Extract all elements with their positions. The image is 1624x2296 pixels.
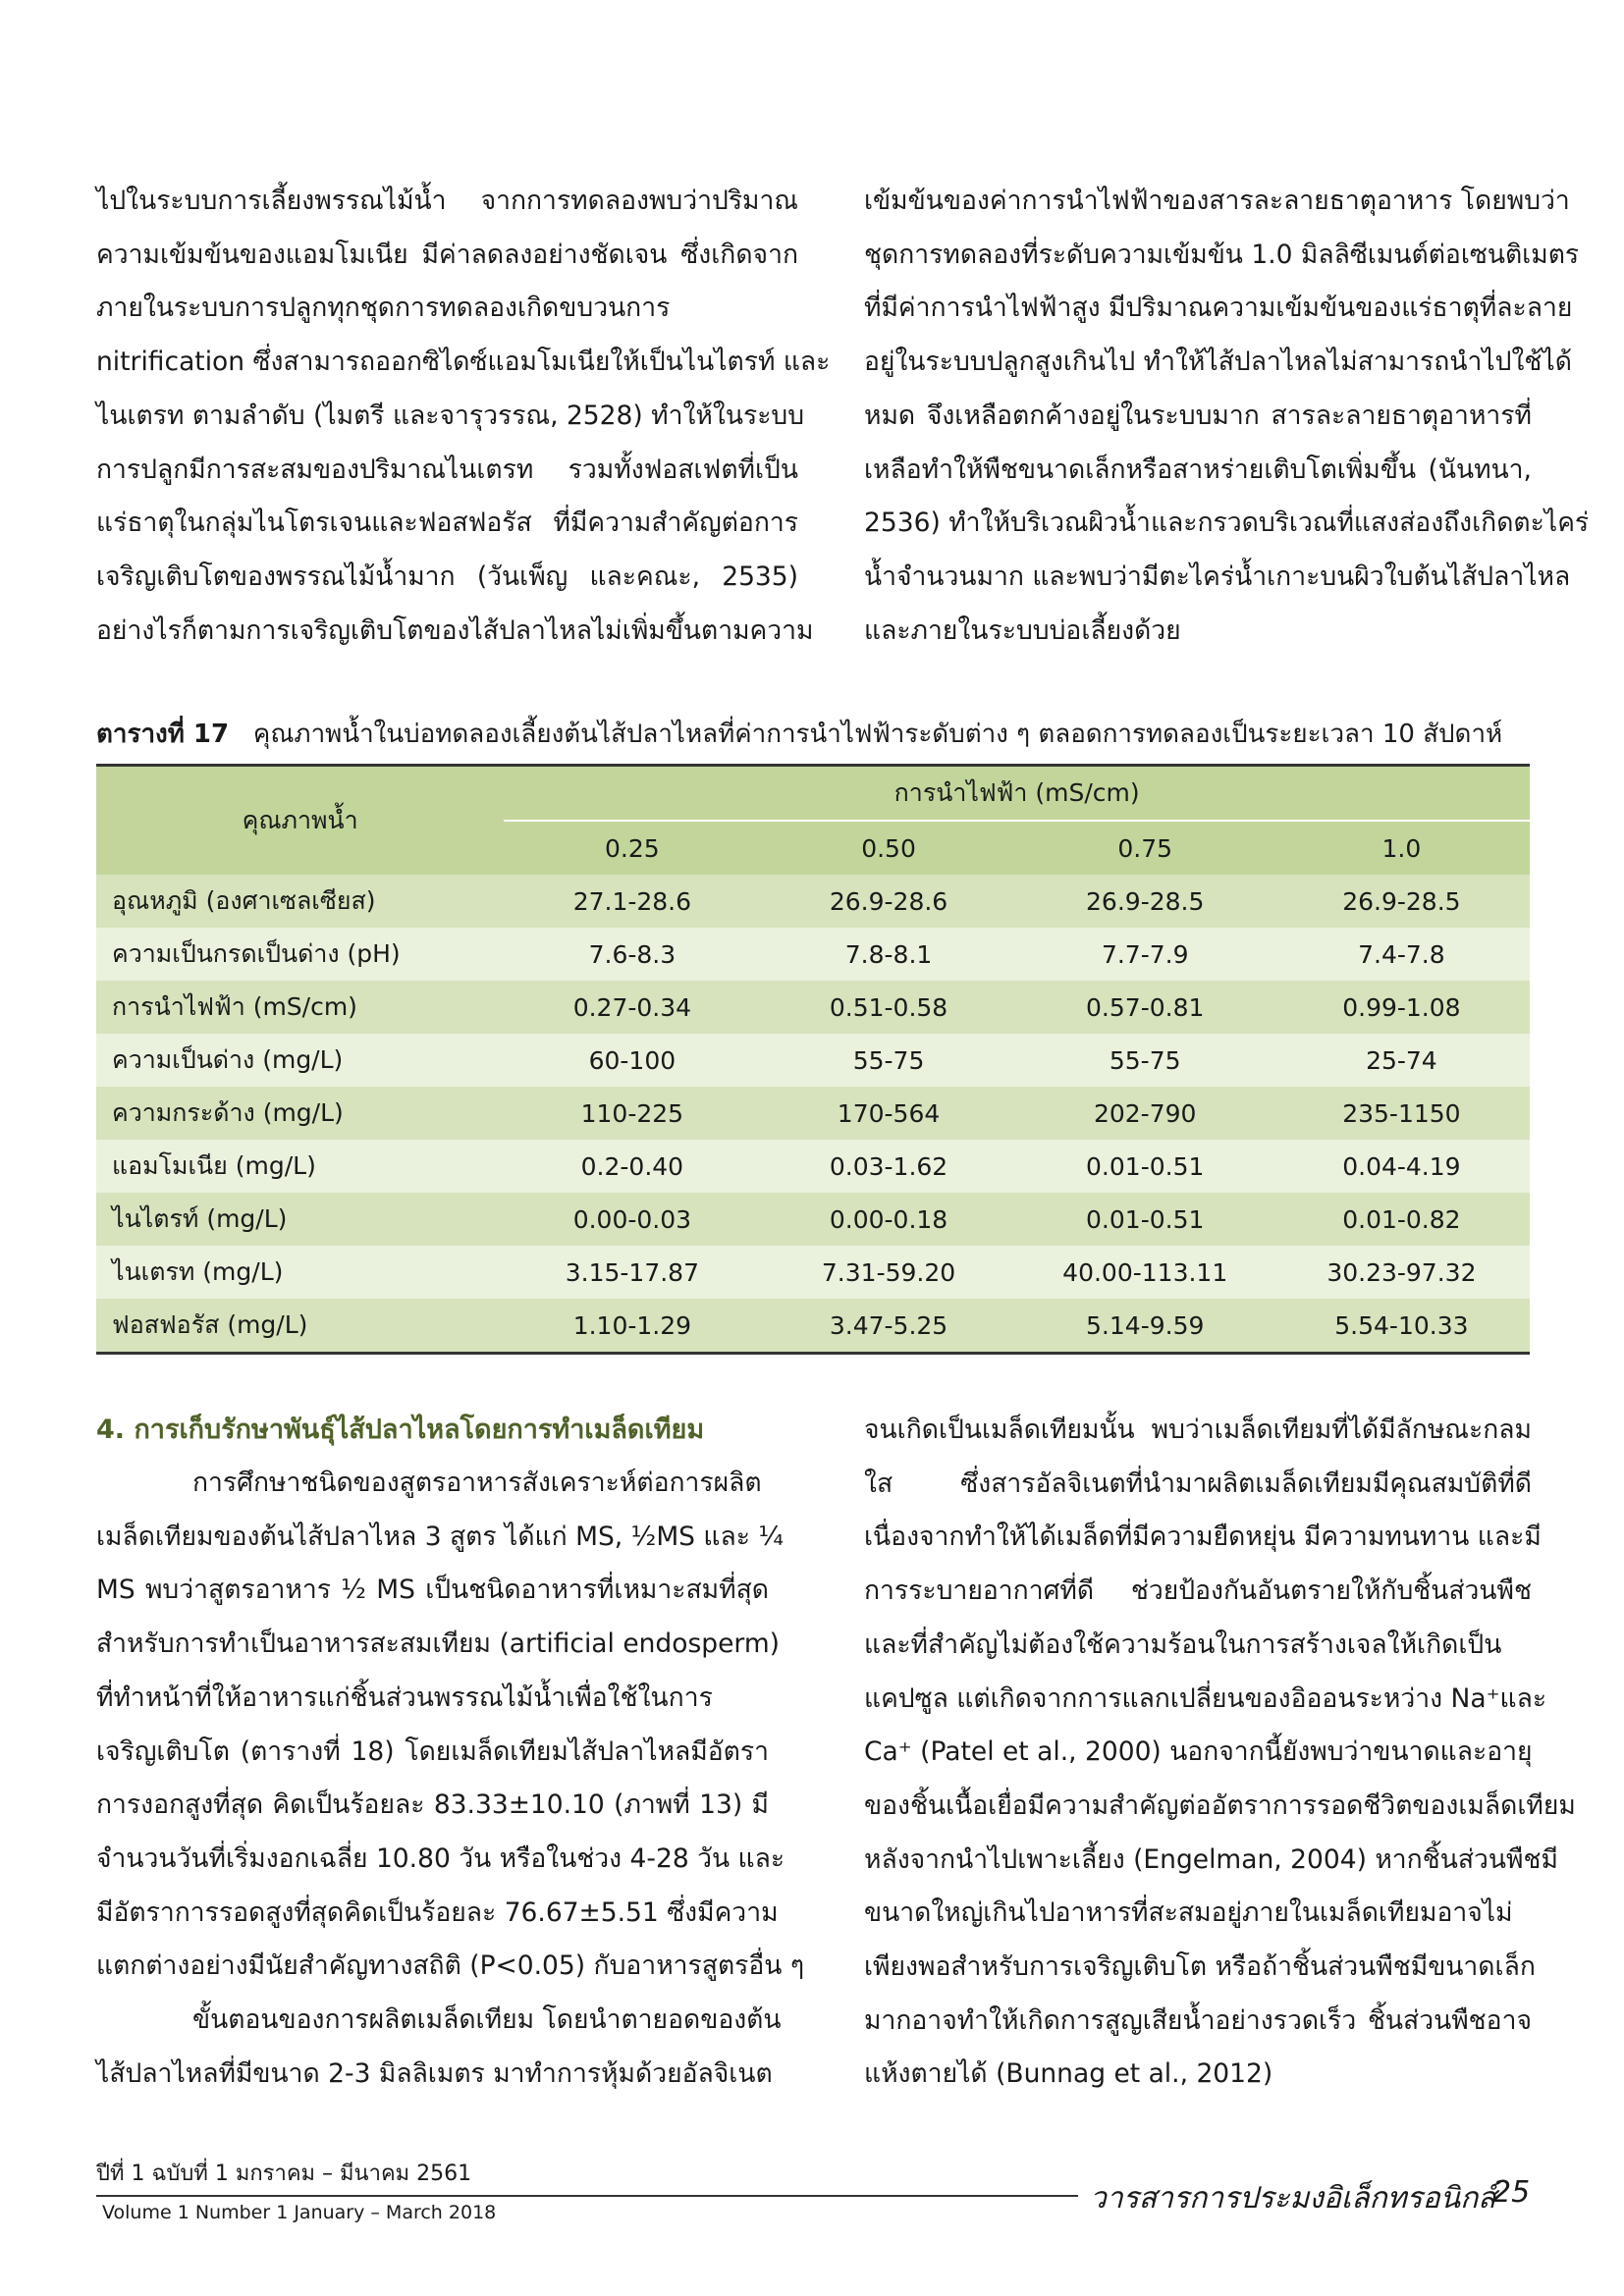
- paragraph-top-left: [96, 175, 831, 658]
- table-cell: 40.00-113.11: [1017, 1246, 1273, 1299]
- text-line: และที่สำคัญไม่ต้องใช้ความร้อนในการสร้างเจลให้เกิดเป็น: [864, 1629, 1502, 1660]
- text-line: ของชิ้นเนื้อเยื่อมีความสำคัญต่ออัตราการรอดชีวิตของเมล็ดเทียม: [864, 1789, 1576, 1821]
- page-number: 25: [1492, 2175, 1531, 2210]
- table-cell-param: การนำไฟฟ้า (mS/cm): [96, 981, 504, 1034]
- table-cell: 25-74: [1273, 1034, 1530, 1087]
- table-row: [96, 1140, 1530, 1193]
- table-column-header: 0.75: [1017, 821, 1273, 875]
- table-row: [96, 1246, 1530, 1299]
- table-group-header: การนำไฟฟ้า (mS/cm): [504, 766, 1530, 822]
- text-line: สำหรับการทำเป็นอาหารสะสมเทียม (artificial endosperm): [96, 1629, 780, 1660]
- table-cell: 3.47-5.25: [760, 1299, 1016, 1354]
- table-cell: 7.31-59.20: [760, 1246, 1016, 1299]
- table-cell: 55-75: [1017, 1034, 1273, 1087]
- text-line: มีอัตราการรอดสูงที่สุดคิดเป็นร้อยละ 76.67±5.51 ซึ่งมีความ: [96, 1896, 779, 1928]
- table-cell: 0.04-4.19: [1273, 1140, 1530, 1193]
- table-cell: 5.54-10.33: [1273, 1299, 1530, 1354]
- text-line: MS พบว่าสูตรอาหาร ½ MS เป็นชนิดอาหารที่เหมาะสมที่สุด: [96, 1575, 769, 1606]
- text-line: nitrification ซึ่งสามารถออกซิไดซ์แอมโมเนียให้เป็นไนไตรท์ และ: [96, 347, 831, 378]
- footer-issue-english: Volume 1 Number 1 January – March 2018: [102, 2202, 497, 2223]
- table-cell-param: ความกระด้าง (mg/L): [96, 1087, 504, 1140]
- table-cell: 26.9-28.6: [760, 875, 1016, 928]
- table-cell-param: ความเป็นกรดเป็นด่าง (pH): [96, 928, 504, 981]
- text-line: Ca⁺ (Patel et al., 2000) นอกจากนี้ยังพบว่าขนาดและอายุ: [864, 1736, 1533, 1768]
- footer-journal-title: วารสารการประมงอิเล็กทรอนิกส์: [1090, 2181, 1496, 2216]
- table-cell: 170-564: [760, 1087, 1016, 1140]
- text-line: เจริญเติบโตของพรรณไม้น้ำมาก (วันเพ็ญ และคณะ, 2535): [96, 561, 798, 592]
- table-row: [96, 1034, 1530, 1087]
- table-row-header: คุณภาพน้ำ: [96, 766, 504, 876]
- text-line: และภายในระบบบ่อเลี้ยงด้วย: [864, 614, 1181, 646]
- table-cell: 60-100: [504, 1034, 760, 1087]
- text-line: ภายในระบบการปลูกทุกชุดการทดลองเกิดขบวนการ: [96, 293, 671, 324]
- text-line: มากอาจทำให้เกิดการสูญเสียน้ำอย่างรวดเร็ว ชิ้นส่วนพืชอาจ: [864, 2004, 1532, 2036]
- table-caption-label: ตารางที่ 17: [96, 720, 230, 749]
- water-quality-table: [96, 764, 1530, 1355]
- text-line: หมด จึงเหลือตกค้างอยู่ในระบบมาก สารละลายธาตุอาหารที่: [864, 400, 1532, 431]
- table-cell-param: ความเป็นด่าง (mg/L): [96, 1034, 504, 1087]
- table-row: [96, 928, 1530, 981]
- text-line: หลังจากนำไปเพาะเลี้ยง (Engelman, 2004) หากชิ้นส่วนพืชมี: [864, 1843, 1558, 1875]
- table-cell: 27.1-28.6: [504, 875, 760, 928]
- table-cell: 0.51-0.58: [760, 981, 1016, 1034]
- text-line: อยู่ในระบบปลูกสูงเกินไป ทำให้ไส้ปลาไหลไม่สามารถนำไปใช้ได้: [864, 347, 1572, 378]
- table-row: [96, 1299, 1530, 1354]
- text-line: เนื่องจากทำให้ได้เมล็ดที่มีความยืดหยุ่น มีความทนทาน และมี: [864, 1522, 1542, 1553]
- table-cell-param: ไนไตรท์ (mg/L): [96, 1193, 504, 1246]
- table-cell-param: ไนเตรท (mg/L): [96, 1246, 504, 1299]
- table-column-header: 0.50: [760, 821, 1016, 875]
- table-column-header: 1.0: [1273, 821, 1530, 875]
- table-cell-param: แอมโมเนีย (mg/L): [96, 1140, 504, 1193]
- paragraph-bottom-right: [864, 1404, 1576, 2102]
- table-cell: 0.27-0.34: [504, 981, 760, 1034]
- text-line: จำนวนวันที่เริ่มงอกเฉลี่ย 10.80 วัน หรือในช่วง 4-28 วัน และ: [96, 1842, 785, 1874]
- text-line: เข้มข้นของค่าการนำไฟฟ้าของสารละลายธาตุอาหาร โดยพบว่า: [864, 186, 1570, 216]
- paragraph-bottom-left: [96, 1457, 805, 2101]
- table-cell: 202-790: [1017, 1087, 1273, 1140]
- text-line: อย่างไรก็ตามการเจริญเติบโตของไส้ปลาไหลไม่เพิ่มขึ้นตามความ: [96, 614, 814, 646]
- table-row: [96, 875, 1530, 928]
- text-line: ที่ทำหน้าที่ให้อาหารแก่ชิ้นส่วนพรรณไม้น้ำเพื่อใช้ในการ: [96, 1682, 713, 1713]
- table-cell: 7.6-8.3: [504, 928, 760, 981]
- footer-divider: [96, 2195, 1078, 2197]
- text-line: ความเข้มข้นของแอมโมเนีย มีค่าลดลงอย่างชัดเจน ซึ่งเกิดจาก: [96, 239, 798, 270]
- table-caption-text: คุณภาพน้ำในบ่อทดลองเลี้ยงต้นไส้ปลาไหลที่ค่าการนำไฟฟ้าระดับต่าง ๆ ตลอดการทดลองเป็นระยะเวลา 10 สัปดาห์: [252, 720, 1503, 749]
- table-cell: 0.99-1.08: [1273, 981, 1530, 1034]
- table-cell: 0.00-0.18: [760, 1193, 1016, 1246]
- table-cell: 7.7-7.9: [1017, 928, 1273, 981]
- text-line: การงอกสูงที่สุด คิดเป็นร้อยละ 83.33±10.10 (ภาพที่ 13) มี: [96, 1789, 769, 1821]
- text-line: แคปซูล แต่เกิดจากการแลกเปลี่ยนของอิออนระหว่าง Na⁺และ: [864, 1682, 1547, 1714]
- table-cell: 0.2-0.40: [504, 1140, 760, 1193]
- text-line: ไนเตรท ตามลำดับ (ไมตรี และจารุวรรณ, 2528) ทำให้ในระบบ: [96, 400, 805, 431]
- text-line: ไปในระบบการเลี้ยงพรรณไม้น้ำ จากการทดลองพบว่าปริมาณ: [96, 186, 798, 216]
- text-line: ไส้ปลาไหลที่มีขนาด 2-3 มิลลิเมตร มาทำการหุ้มด้วยอัลจิเนต: [96, 2057, 773, 2089]
- table-cell: 0.03-1.62: [760, 1140, 1016, 1193]
- table-cell: 26.9-28.5: [1273, 875, 1530, 928]
- table-cell: 0.01-0.51: [1017, 1193, 1273, 1246]
- table-row: [96, 981, 1530, 1034]
- table-cell: 55-75: [760, 1034, 1016, 1087]
- text-line: การศึกษาชนิดของสูตรอาหารสังเคราะห์ต่อการผลิต: [192, 1468, 762, 1498]
- text-line: ขนาดใหญ่เกินไปอาหารที่สะสมอยู่ภายในเมล็ดเทียมอาจไม่: [864, 1897, 1513, 1929]
- text-line: เหลือทำให้พืชขนาดเล็กหรือสาหร่ายเติบโตเพิ่มขึ้น (นันทนา,: [864, 454, 1532, 485]
- table-cell-param: อุณหภูมิ (องศาเซลเซียส): [96, 875, 504, 928]
- text-line: 2536) ทำให้บริเวณผิวน้ำและกรวดบริเวณที่แสงส่องถึงเกิดตะไคร่: [864, 507, 1590, 539]
- table-cell: 0.57-0.81: [1017, 981, 1273, 1034]
- paragraph-top-right: [864, 175, 1590, 658]
- table-cell: 5.14-9.59: [1017, 1299, 1273, 1354]
- table-cell: 30.23-97.32: [1273, 1246, 1530, 1299]
- table-cell: 0.00-0.03: [504, 1193, 760, 1246]
- table-column-header: 0.25: [504, 821, 760, 875]
- text-line: แห้งตายได้ (Bunnag et al., 2012): [864, 2058, 1273, 2090]
- table-cell-param: ฟอสฟอรัส (mg/L): [96, 1299, 504, 1354]
- text-line: น้ำจำนวนมาก และพบว่ามีตะไคร่น้ำเกาะบนผิวใบต้นไส้ปลาไหล: [864, 561, 1571, 592]
- text-line: ชุดการทดลองที่ระดับความเข้มข้น 1.0 มิลลิซีเมนต์ต่อเซนติเมตร: [864, 239, 1580, 270]
- footer-issue-thai: ปีที่ 1 ฉบับที่ 1 มกราคม – มีนาคม 2561: [96, 2162, 472, 2186]
- text-line: จนเกิดเป็นเมล็ดเทียมนั้น พบว่าเมล็ดเทียมที่ได้มีลักษณะกลม: [864, 1415, 1532, 1445]
- table-cell: 3.15-17.87: [504, 1246, 760, 1299]
- table-cell: 1.10-1.29: [504, 1299, 760, 1354]
- text-line: การระบายอากาศที่ดี ช่วยป้องกันอันตรายให้กับชิ้นส่วนพืช: [864, 1575, 1532, 1607]
- text-line: เมล็ดเทียมของต้นไส้ปลาไหล 3 สูตร ได้แก่ MS, ½MS และ ¼: [96, 1521, 785, 1552]
- text-line: ที่มีค่าการนำไฟฟ้าสูง มีปริมาณความเข้มข้นของแร่ธาตุที่ละลาย: [864, 293, 1573, 324]
- table-cell: 110-225: [504, 1087, 760, 1140]
- table-cell: 26.9-28.5: [1017, 875, 1273, 928]
- table-row: [96, 1193, 1530, 1246]
- table-cell: 235-1150: [1273, 1087, 1530, 1140]
- table-cell: 0.01-0.51: [1017, 1140, 1273, 1193]
- text-line: แร่ธาตุในกลุ่มไนโตรเจนและฟอสฟอรัส ที่มีความสำคัญต่อการ: [96, 507, 798, 539]
- text-line: เจริญเติบโต (ตารางที่ 18) โดยเมล็ดเทียมไส้ปลาไหลมีอัตรา: [96, 1735, 769, 1767]
- section-heading: 4. การเก็บรักษาพันธุ์ไส้ปลาไหลโดยการทำเมล็ดเทียม: [96, 1415, 705, 1445]
- table-cell: 0.01-0.82: [1273, 1193, 1530, 1246]
- text-line: ใส ซึ่งสารอัลจิเนตที่นำมาผลิตเมล็ดเทียมมีคุณสมบัติที่ดี: [864, 1468, 1532, 1499]
- table-row: [96, 1087, 1530, 1140]
- text-line: แตกต่างอย่างมีนัยสำคัญทางสถิติ (P<0.05) กับอาหารสูตรอื่น ๆ: [96, 1950, 805, 1982]
- text-line: เพียงพอสำหรับการเจริญเติบโต หรือถ้าชิ้นส่วนพืชมีขนาดเล็ก: [864, 1951, 1536, 1983]
- table-cell: 7.4-7.8: [1273, 928, 1530, 981]
- text-line: การปลูกมีการสะสมของปริมาณไนเตรท รวมทั้งฟอสเฟตที่เป็น: [96, 454, 798, 485]
- table-caption: [96, 715, 1530, 754]
- text-line: ขั้นตอนของการผลิตเมล็ดเทียม โดยนำตายอดของต้น: [192, 2004, 782, 2036]
- table-cell: 7.8-8.1: [760, 928, 1016, 981]
